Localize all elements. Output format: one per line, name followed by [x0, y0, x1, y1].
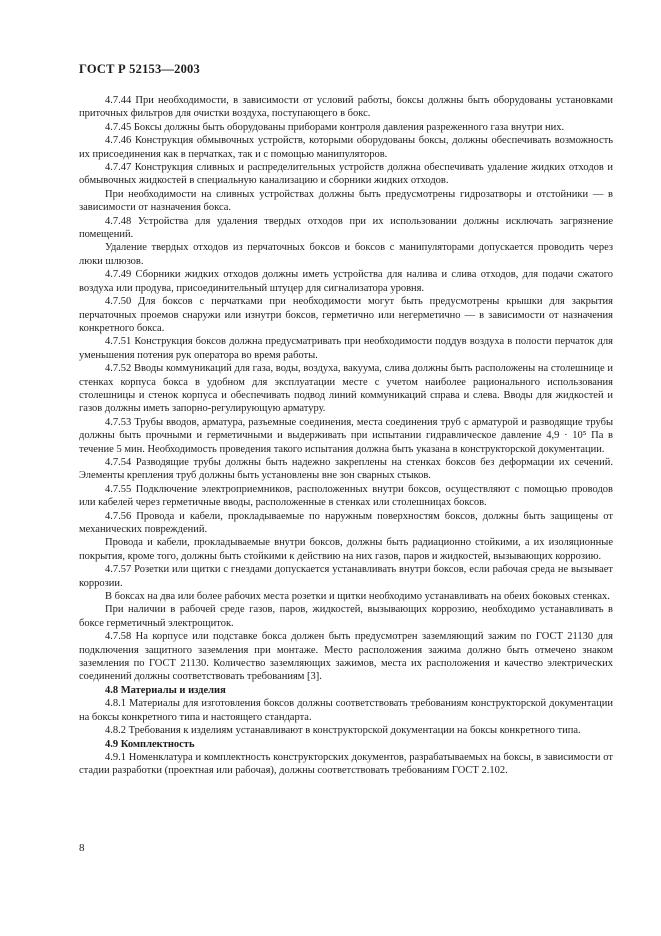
paragraph: При наличии в рабочей среде газов, паров, жидкостей, вызывающих коррозию, необходимо устанавливать в боксе герметичный электрощиток.: [79, 604, 613, 629]
paragraph: 4.7.47 Конструкция сливных и распределительных устройств должна обеспечивать удаление жидких отходов и обмывочных жидкостей в специальную канализацию и сборники жидких отходов.: [79, 162, 613, 187]
paragraph: При необходимости на сливных устройствах должны быть предусмотрены гидрозатворы и отстойники — в зависимости от назначения бокса.: [79, 188, 613, 214]
paragraph: 4.7.57 Розетки или щитки с гнездами допускается устанавливать внутри боксов, если рабочая среда не вызывает коррозии.: [79, 564, 613, 589]
paragraph: 4.9.1 Номенклатура и комплектность конструкторских документов, разрабатываемых на боксы, в зависимости от стадии разработки (проектная или рабочая), должны соответствовать требованиям ГОСТ 2.102.: [79, 751, 613, 777]
paragraph: 4.7.48 Устройства для удаления твердых отходов при их использовании должны исключать загрязнение помещений.: [79, 215, 613, 241]
paragraph: 4.8.2 Требования к изделиям устанавливают в конструкторской документации на боксы конкретного типа.: [105, 725, 581, 737]
paragraph: 4.7.55 Подключение электроприемников, расположенных внутри боксов, осуществляют с помощью проводов или кабелей через герметичные вводы, расположенные в стенках или столешницах боксов.: [79, 483, 613, 509]
body-text: [79, 94, 613, 778]
page-header: ГОСТ Р 52153—2003: [79, 62, 200, 76]
paragraph: Провода и кабели, прокладываемые внутри боксов, должны быть радиационно стойкими, а их изоляционные покрытия, кроме того, должны быть стойкими к действию на них газов, паров и жидкостей, вызывающих коррозию.: [79, 537, 613, 562]
paragraph: 4.7.53 Трубы вводов, арматура, разъемные соединения, места соединения труб с арматурой и разводящие трубы должны быть прочными и герметичными и выдерживать при испытании гидравлическое давление 4,9 · 10⁵ Па в течение 5 мин. Необходимость проведения такого испытания должна быть указана в конструкторской документации.: [79, 416, 613, 455]
paragraph: Удаление твердых отходов из перчаточных боксов и боксов с манипуляторами допускается проводить через люки шлюзов.: [79, 242, 613, 267]
paragraph: 4.7.56 Провода и кабели, прокладываемые по наружным поверхностям боксов, должны быть защищены от механических повреждений.: [79, 510, 613, 535]
page-number: 8: [79, 842, 85, 854]
paragraph: 4.7.49 Сборники жидких отходов должны иметь устройства для налива и слива отходов, для подачи сжатого воздуха или продува, присоединительный штуцер для сигнализатора уровня.: [79, 269, 613, 294]
paragraph: 4.7.51 Конструкция боксов должна предусматривать при необходимости поддув воздуха в полости перчаток для уменьшения потения рук оператора во время работы.: [79, 336, 613, 361]
paragraph: 4.7.52 Вводы коммуникаций для газа, воды, воздуха, вакуума, слива должны быть расположены на столешнице и стенках корпуса бокса в удобном для эксплуатации месте с учетом наиболее рационального использования столешницы и стенок корпуса и обеспечивать подвод линий коммуникаций справа и слева. Вводы для жидкостей и газов должны иметь запорно-регулирующую арматуру.: [79, 363, 613, 415]
paragraph: 4.7.44 При необходимости, в зависимости от условий работы, боксы должны быть оборудованы установками приточных фильтров для очистки воздуха, поступающего в бокс.: [79, 95, 613, 120]
section-heading: 4.9 Комплектность: [105, 738, 195, 750]
paragraph: 4.7.45 Боксы должны быть оборудованы приборами контроля давления разреженного газа внутри них.: [105, 121, 565, 133]
paragraph: 4.8.1 Материалы для изготовления боксов должны соответствовать требованиям конструкторской документации на боксы конкретного типа и настоящего стандарта.: [79, 698, 613, 723]
paragraph: 4.7.58 На корпусе или подставке бокса должен быть предусмотрен заземляющий зажим по ГОСТ 21130 для подключения защитного заземления при монтаже. Место расположения зажима должно быть отмечено знаком заземления по ГОСТ 21130. Количество заземляющих зажимов, места их расположения и качество электрических соединений должны соответствовать требованиям [3].: [79, 631, 613, 683]
paragraph: 4.7.46 Конструкция обмывочных устройств, которыми оборудованы боксы, должны обеспечивать возможность их присоединения как в перчатках, так и с помощью манипуляторов.: [79, 135, 613, 160]
paragraph: 4.7.50 Для боксов с перчатками при необходимости могут быть предусмотрены крышки для закрытия перчаточных проемов снаружи или изнутри боксов, герметично или негерметично — в зависимости от назначения конкретного бокса.: [79, 296, 613, 334]
section-heading: 4.8 Материалы и изделия: [105, 684, 226, 696]
paragraph: 4.7.54 Разводящие трубы должны быть надежно закреплены на стенках боксов без деформации их сечений. Элементы крепления труб должны быть установлены вне зон сварных стыков.: [79, 456, 613, 482]
paragraph: В боксах на два или более рабочих места розетки и щитки необходимо устанавливать на обеих боковых стенках.: [105, 591, 610, 603]
